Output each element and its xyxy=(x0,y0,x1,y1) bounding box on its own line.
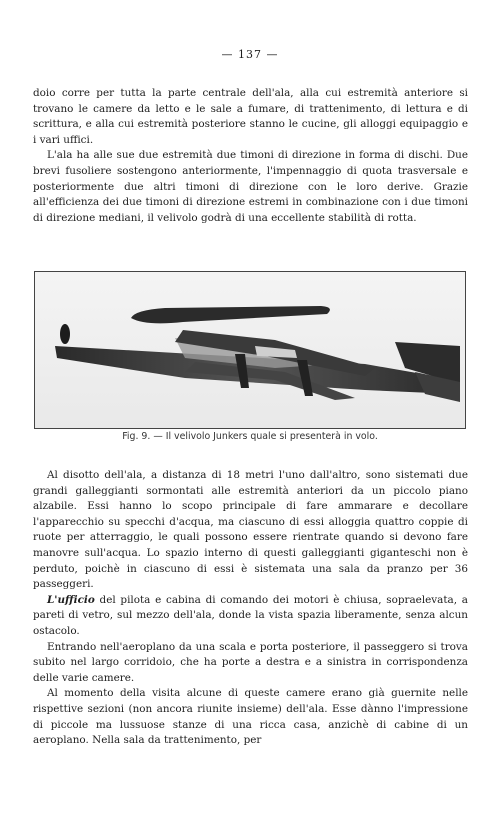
figure-junkers-aircraft xyxy=(34,271,466,429)
bottom-text-block xyxy=(33,468,468,749)
paragraph-continuation: doio corre per tutta la parte centrale dell'ala, alla cui estremità anteriore si trovano le camere da letto e le sale a fumare, di trattenimento, di lettura e di scrittura, e alla cui estremità posteriore stanno le cucine, gli alloggi equipaggio e i vari uffici. xyxy=(33,87,468,146)
figure-caption: Fig. 9. — Il velivolo Junkers quale si presenterà in volo. xyxy=(122,431,378,442)
pilot-office-text: del pilota e cabina di comando dei motori è chiusa, sopraelevata, a pareti di vetro, sul mezzo dell'ala, donde la vista spazia liberamente, senza alcun ostacolo. xyxy=(33,593,468,637)
paragraph-visit: Al momento della visita alcune di queste camere erano già guernite nelle rispettive sezioni (non ancora riunite insieme) dell'ala. Esse dànno l'impressione di piccole ma lussuose stanze di una ricca casa, anzichè di cabine di un aeroplano. Nella sala da trattenimento, per xyxy=(33,687,468,747)
paragraph-wing-rudders: L'ala ha alle sue due estremità due timoni di direzione in forma di dischi. Due brevi fusoliere sostengono anteriormente, l'impennaggio di quota trasversale e posteriormente due altri timoni di direzione con le loro derive. Grazie all'efficienza dei due timoni di direzione estremi in combinazione con i due timoni di direzione mediani, il velivolo godrà di una eccellente stabilità di rotta. xyxy=(33,149,468,224)
pilot-office-lead: L'ufficio xyxy=(47,593,95,606)
top-text-block xyxy=(33,86,468,226)
paragraph-entrance: Entrando nell'aeroplano da una scala e porta posteriore, il passeggero si trova subito nel largo corridoio, che ha porte a destra e a sinistra in corrispondenza delle varie camere. xyxy=(33,640,468,684)
paragraph-floats: Al disotto dell'ala, a distanza di 18 metri l'uno dall'altro, sono sistemati due grandi galleggianti sormontati alle estremità anteriori da un piccolo piano alzabile. Essi hanno lo scopo principale di fare ammarare e decollare l'apparecchio su specchi d'acqua, ma ciascuno di essi alloggia quattro coppie di ruote per atterraggio, le quali possono essere rientrate quando si devono fare manovre sull'acqua. Lo spazio interno di questi galleggianti giganteschi non è perduto, poichè in ciascuno di essi è sistemata una sala da pranzo per 36 passeggeri. xyxy=(33,469,468,591)
paragraph-pilot-office xyxy=(33,593,468,640)
aircraft-photo xyxy=(35,272,465,428)
page-number: — 137 — xyxy=(221,48,279,61)
